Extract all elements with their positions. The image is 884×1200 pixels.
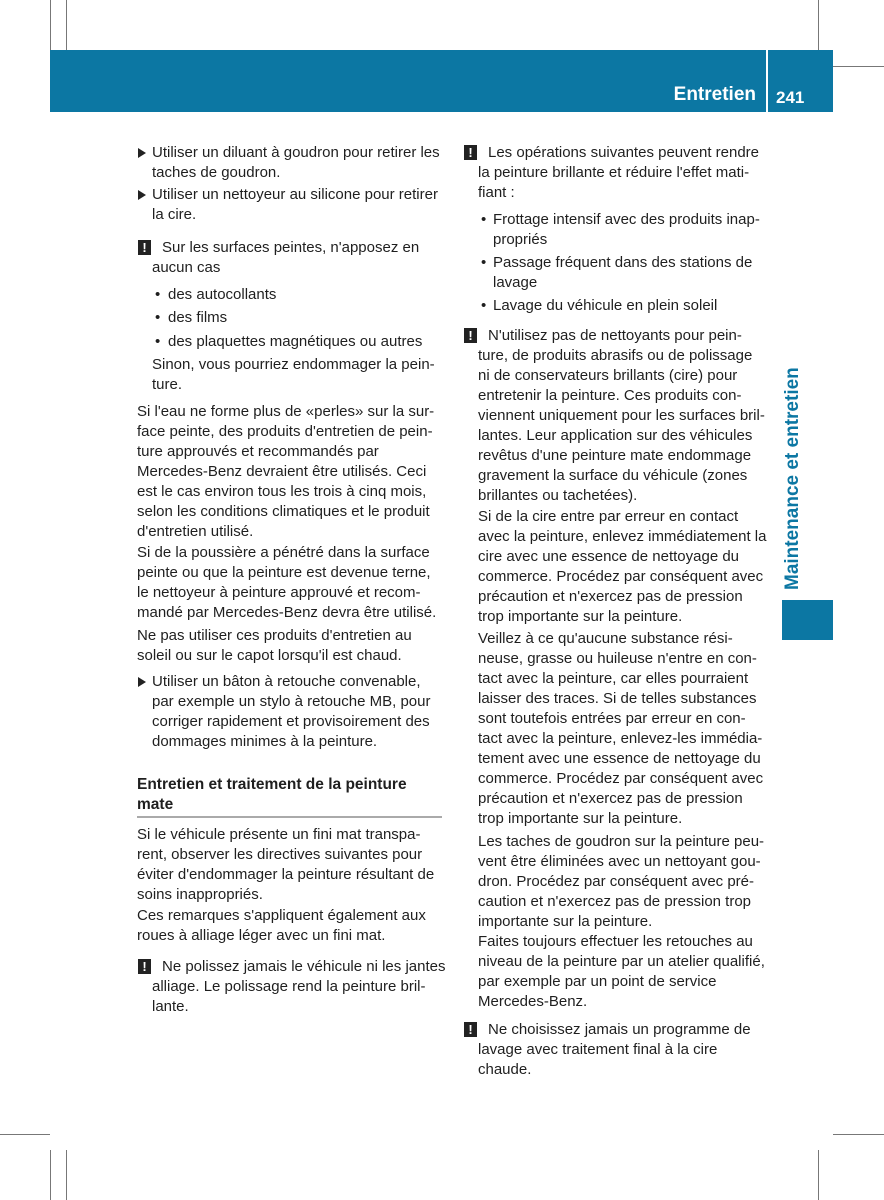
instruction-text: Utiliser un bâton à retouche convenable, par exemple un stylo à retouche MB, pour corriger rapidement et provisoirement des dommages minimes à la peinture. [152, 673, 431, 750]
warning-text: Sinon, vous pourriez endommager la pein- ture. [152, 356, 435, 393]
paragraph: Si le véhicule présente un fini mat transpa- rent, observer les directives suivantes pour éviter d'endommager la peinture résultant de soins inappropriés. [137, 826, 435, 903]
warning-icon: ! [138, 959, 151, 974]
header-band [50, 50, 766, 112]
paragraph: Veillez à ce qu'aucune substance rési- neuse, grasse ou huileuse n'entre en con- tact avec la peinture, car elles pourraient laisser des traces. Si de telles substances sont toutefois entrées par erreur en con- tact avec la peinture, enlevez-les immédia- tement avec une essence de nettoyage du commerce. Procédez par conséquent avec précaution et n'exercez pas de pression trop importante sur la peinture. [478, 630, 764, 827]
warning-icon: ! [464, 328, 477, 343]
list-item: des plaquettes magnétiques ou autres [168, 333, 423, 350]
warning-text: N'utilisez pas de nettoyants pour pein- ture, de produits abrasifs ou de polissage ni de conservateurs brillants (cire) pour entretenir la peinture. Ces produits con- viennent uniquement pour les surfaces bril- lantes. Leur application sur des véhicules revêtus d'une peinture mate endommage gravement la surface du véhicule (zones brillantes ou tachetées). [478, 327, 765, 504]
page-number: 241 [776, 88, 805, 107]
paragraph: Si l'eau ne forme plus de «perles» sur la sur- face peinte, des produits d'entretien de pein- ture approuvés et recommandés par Mercedes-Benz devraient être utilisés. Ceci est le cas environ tous les trois à cinq mois, selon les conditions climatiques et le produit d'entretien utilisé. [137, 403, 435, 540]
crop-mark [66, 0, 67, 50]
crop-mark [818, 1150, 819, 1200]
warning-icon: ! [138, 240, 151, 255]
crop-mark [833, 66, 884, 67]
warning-text: Les opérations suivantes peuvent rendre la peinture brillante et réduire l'effet mati- fiant : [478, 144, 760, 201]
arrow-bullet-icon [138, 148, 146, 158]
warning-icon: ! [464, 145, 477, 160]
paragraph: Ne pas utiliser ces produits d'entretien au soleil ou sur le capot lorsqu'il est chaud. [137, 627, 412, 664]
warning-text: Ne polissez jamais le véhicule ni les jantes alliage. Le polissage rend la peinture bril- lante. [152, 958, 446, 1015]
paragraph: Les taches de goudron sur la peinture peu- vent être éliminées avec un nettoyant gou- dron. Procédez par conséquent avec pré- caution et n'exercez pas de pression trop importante sur la peinture. [478, 833, 765, 930]
bullet-icon: • [155, 333, 161, 350]
arrow-bullet-icon [138, 190, 146, 200]
heading-rule [137, 816, 442, 818]
list-item: Passage fréquent dans des stations de lavage [493, 254, 753, 291]
list-item: Frottage intensif avec des produits inap- propriés [493, 211, 760, 248]
crop-mark [66, 1150, 67, 1200]
crop-mark [833, 1134, 884, 1135]
arrow-bullet-icon [138, 677, 146, 687]
section-title: Entretien [673, 84, 756, 105]
crop-mark [50, 0, 51, 50]
side-tab-label: Maintenance et entretien [782, 367, 803, 590]
paragraph: Ces remarques s'appliquent également aux roues à alliage léger avec un fini mat. [137, 907, 426, 944]
warning-icon: ! [464, 1022, 477, 1037]
instruction-text: Utiliser un nettoyeur au silicone pour retirer la cire. [152, 186, 438, 223]
section-heading: Entretien et traitement de la peinture mate [137, 776, 407, 813]
bullet-icon: • [481, 211, 487, 228]
paragraph: Si de la poussière a pénétré dans la surface peinte ou que la peinture est devenue terne, le nettoyeur à peinture approuvé et recom- mandé par Mercedes-Benz devra être utilisé. [137, 544, 437, 621]
list-item: des films [168, 309, 228, 326]
list-item: Lavage du véhicule en plein soleil [493, 297, 718, 314]
list-item: des autocollants [168, 286, 277, 303]
bullet-icon: • [155, 309, 161, 326]
crop-mark [50, 1150, 51, 1200]
paragraph: Si de la cire entre par erreur en contact avec la peinture, enlevez immédiatement la cire avec une essence de nettoyage du commerce. Procédez par conséquent avec précaution et n'exercez pas de pression trop importante sur la peinture. [478, 508, 767, 625]
bullet-icon: • [481, 297, 487, 314]
bullet-icon: • [481, 254, 487, 271]
bullet-icon: • [155, 286, 161, 303]
instruction-text: Utiliser un diluant à goudron pour retirer les taches de goudron. [152, 144, 440, 181]
warning-text: Sur les surfaces peintes, n'apposez en aucun cas [152, 239, 420, 276]
side-tab-marker [782, 600, 833, 640]
crop-mark [818, 0, 819, 50]
paragraph: Faites toujours effectuer les retouches au niveau de la peinture par un atelier qualifié, par exemple par un point de service Mercedes-Benz. [478, 933, 765, 1010]
crop-mark [0, 1134, 50, 1135]
warning-text: Ne choisissez jamais un programme de lavage avec traitement final à la cire chaude. [478, 1021, 751, 1078]
